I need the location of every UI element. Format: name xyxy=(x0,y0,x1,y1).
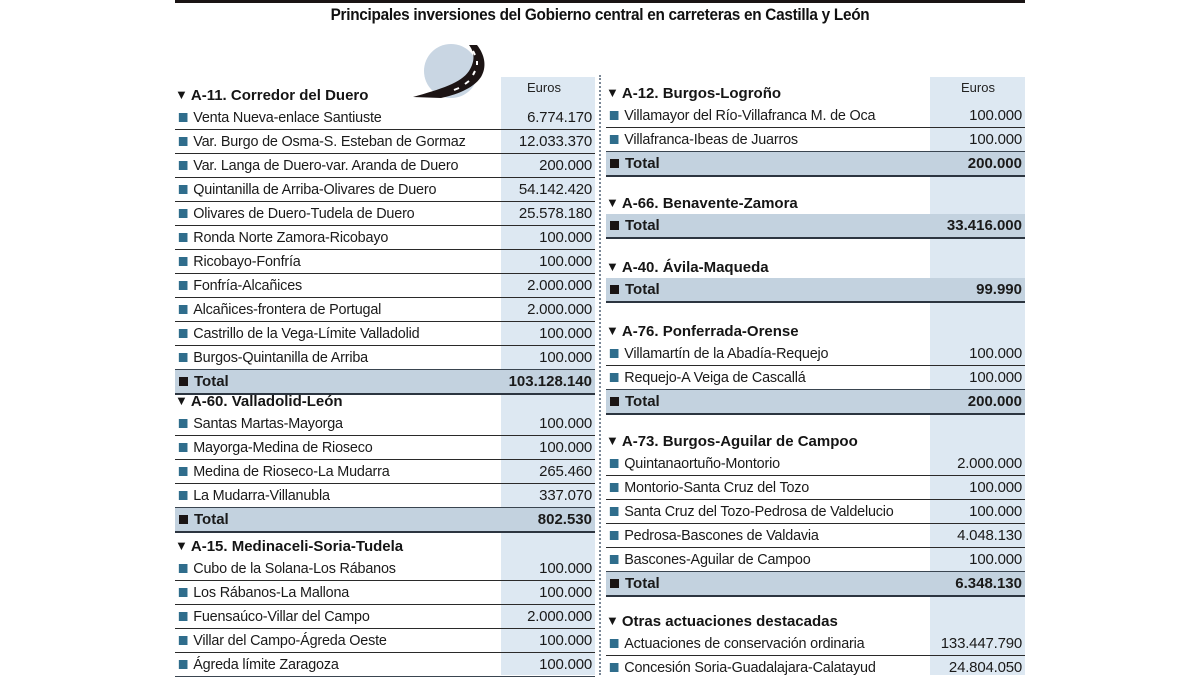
total-row: Total 33.416.000 xyxy=(606,214,1025,239)
table-row: Var. Burgo de Osma-S. Esteban de Gormaz 12.033.370 xyxy=(175,130,595,154)
top-rule xyxy=(175,0,1025,3)
table-row: Mayorga-Medina de Rioseco 100.000 xyxy=(175,436,595,460)
triangle-down-icon: ▼ xyxy=(175,87,188,102)
table-row: Santas Martas-Mayorga 100.000 xyxy=(175,412,595,436)
section-a60 xyxy=(175,390,595,533)
square-bullet-icon xyxy=(610,221,619,230)
square-bullet-icon xyxy=(179,209,188,218)
square-bullet-icon xyxy=(610,639,619,648)
table-row: Montorio-Santa Cruz del Tozo 100.000 xyxy=(606,476,1025,500)
square-bullet-icon xyxy=(179,113,188,122)
euros-column-header: Euros xyxy=(527,80,561,95)
infographic-title: Principales inversiones del Gobierno central en carreteras en Castilla y León xyxy=(330,6,870,24)
square-bullet-icon xyxy=(610,507,619,516)
table-row: Bascones-Aguilar de Campoo 100.000 xyxy=(606,548,1025,572)
square-bullet-icon xyxy=(179,515,188,524)
total-row: Total 103.128.140 xyxy=(175,370,595,395)
total-row: Total 802.530 xyxy=(175,508,595,533)
square-bullet-icon xyxy=(179,588,188,597)
square-bullet-icon xyxy=(610,159,619,168)
square-bullet-icon xyxy=(179,660,188,669)
square-bullet-icon xyxy=(610,531,619,540)
triangle-down-icon: ▼ xyxy=(175,538,188,553)
square-bullet-icon xyxy=(610,555,619,564)
section-heading: ▼ A-60. Valladolid-León xyxy=(175,390,595,412)
table-row: Requejo-A Veiga de Cascallá 100.000 xyxy=(606,366,1025,390)
table-row: Concesión Soria-Guadalajara-Calatayud 24.804.050 xyxy=(606,656,1025,679)
square-bullet-icon xyxy=(179,329,188,338)
total-row: Total 6.348.130 xyxy=(606,572,1025,597)
table-row: Quintanilla de Arriba-Olivares de Duero 54.142.420 xyxy=(175,178,595,202)
square-bullet-icon xyxy=(610,135,619,144)
table-row: Santa Cruz del Tozo-Pedrosa de Valdelucio 100.000 xyxy=(606,500,1025,524)
square-bullet-icon xyxy=(179,612,188,621)
section-a15 xyxy=(175,535,595,677)
section-heading: ▼ Otras actuaciones destacadas xyxy=(606,610,1025,632)
square-bullet-icon xyxy=(179,257,188,266)
section-heading: ▼ A-15. Medinaceli-Soria-Tudela xyxy=(175,535,595,557)
table-row: Cubo de la Solana-Los Rábanos 100.000 xyxy=(175,557,595,581)
square-bullet-icon xyxy=(610,349,619,358)
square-bullet-icon xyxy=(179,467,188,476)
euros-column-header: Euros xyxy=(961,80,995,95)
table-row: Pedrosa-Bascones de Valdavia 4.048.130 xyxy=(606,524,1025,548)
section-a73 xyxy=(606,430,1025,597)
triangle-down-icon: ▼ xyxy=(606,85,619,100)
square-bullet-icon xyxy=(179,185,188,194)
column-divider xyxy=(599,75,601,675)
table-row: Var. Langa de Duero-var. Aranda de Duero 200.000 xyxy=(175,154,595,178)
square-bullet-icon xyxy=(610,483,619,492)
square-bullet-icon xyxy=(179,443,188,452)
square-bullet-icon xyxy=(179,137,188,146)
section-heading: ▼ A-12. Burgos-Logroño xyxy=(606,82,1025,104)
square-bullet-icon xyxy=(179,564,188,573)
square-bullet-icon xyxy=(610,459,619,468)
square-bullet-icon xyxy=(179,636,188,645)
square-bullet-icon xyxy=(179,419,188,428)
square-bullet-icon xyxy=(610,111,619,120)
table-row: Villamayor del Río-Villafranca M. de Oca 100.000 xyxy=(606,104,1025,128)
section-a11 xyxy=(175,84,595,395)
square-bullet-icon xyxy=(179,491,188,500)
section-otras xyxy=(606,610,1025,679)
triangle-down-icon: ▼ xyxy=(606,613,619,628)
table-row: Fuensaúco-Villar del Campo 2.000.000 xyxy=(175,605,595,629)
square-bullet-icon xyxy=(610,397,619,406)
square-bullet-icon xyxy=(179,233,188,242)
table-row: Olivares de Duero-Tudela de Duero 25.578.180 xyxy=(175,202,595,226)
section-a76 xyxy=(606,320,1025,415)
square-bullet-icon xyxy=(610,285,619,294)
square-bullet-icon xyxy=(179,305,188,314)
section-heading: ▼ A-40. Ávila-Maqueda xyxy=(606,256,1025,278)
triangle-down-icon: ▼ xyxy=(175,393,188,408)
section-heading: ▼ A-66. Benavente-Zamora xyxy=(606,192,1025,214)
square-bullet-icon xyxy=(610,579,619,588)
table-row: Ricobayo-Fonfría 100.000 xyxy=(175,250,595,274)
square-bullet-icon xyxy=(179,281,188,290)
table-row: Fonfría-Alcañices 2.000.000 xyxy=(175,274,595,298)
total-row: Total 200.000 xyxy=(606,390,1025,415)
table-row: La Mudarra-Villanubla 337.070 xyxy=(175,484,595,508)
section-heading: ▼ A-76. Ponferrada-Orense xyxy=(606,320,1025,342)
triangle-down-icon: ▼ xyxy=(606,259,619,274)
total-row: Total 200.000 xyxy=(606,152,1025,177)
table-row: Actuaciones de conservación ordinaria 133.447.790 xyxy=(606,632,1025,656)
table-row: Quintanaortuño-Montorio 2.000.000 xyxy=(606,452,1025,476)
section-a12 xyxy=(606,82,1025,177)
table-row: Villafranca-Ibeas de Juarros 100.000 xyxy=(606,128,1025,152)
triangle-down-icon: ▼ xyxy=(606,323,619,338)
triangle-down-icon: ▼ xyxy=(606,195,619,210)
section-heading: ▼ A-73. Burgos-Aguilar de Campoo xyxy=(606,430,1025,452)
section-a40 xyxy=(606,256,1025,303)
table-row: Venta Nueva-enlace Santiuste 6.774.170 xyxy=(175,106,595,130)
table-row: Alcañices-frontera de Portugal 2.000.000 xyxy=(175,298,595,322)
table-row: Ágreda límite Zaragoza 100.000 xyxy=(175,653,595,677)
section-a66 xyxy=(606,192,1025,239)
triangle-down-icon: ▼ xyxy=(606,433,619,448)
square-bullet-icon xyxy=(610,663,619,672)
section-heading: ▼ A-11. Corredor del Duero xyxy=(175,84,595,106)
table-row: Burgos-Quintanilla de Arriba 100.000 xyxy=(175,346,595,370)
total-row: Total 99.990 xyxy=(606,278,1025,303)
table-row: Villamartín de la Abadía-Requejo 100.000 xyxy=(606,342,1025,366)
table-row: Los Rábanos-La Mallona 100.000 xyxy=(175,581,595,605)
square-bullet-icon xyxy=(179,353,188,362)
table-row: Ronda Norte Zamora-Ricobayo 100.000 xyxy=(175,226,595,250)
square-bullet-icon xyxy=(179,377,188,386)
table-row: Medina de Rioseco-La Mudarra 265.460 xyxy=(175,460,595,484)
square-bullet-icon xyxy=(179,161,188,170)
table-row: Villar del Campo-Ágreda Oeste 100.000 xyxy=(175,629,595,653)
square-bullet-icon xyxy=(610,373,619,382)
table-row: Castrillo de la Vega-Límite Valladolid 100.000 xyxy=(175,322,595,346)
